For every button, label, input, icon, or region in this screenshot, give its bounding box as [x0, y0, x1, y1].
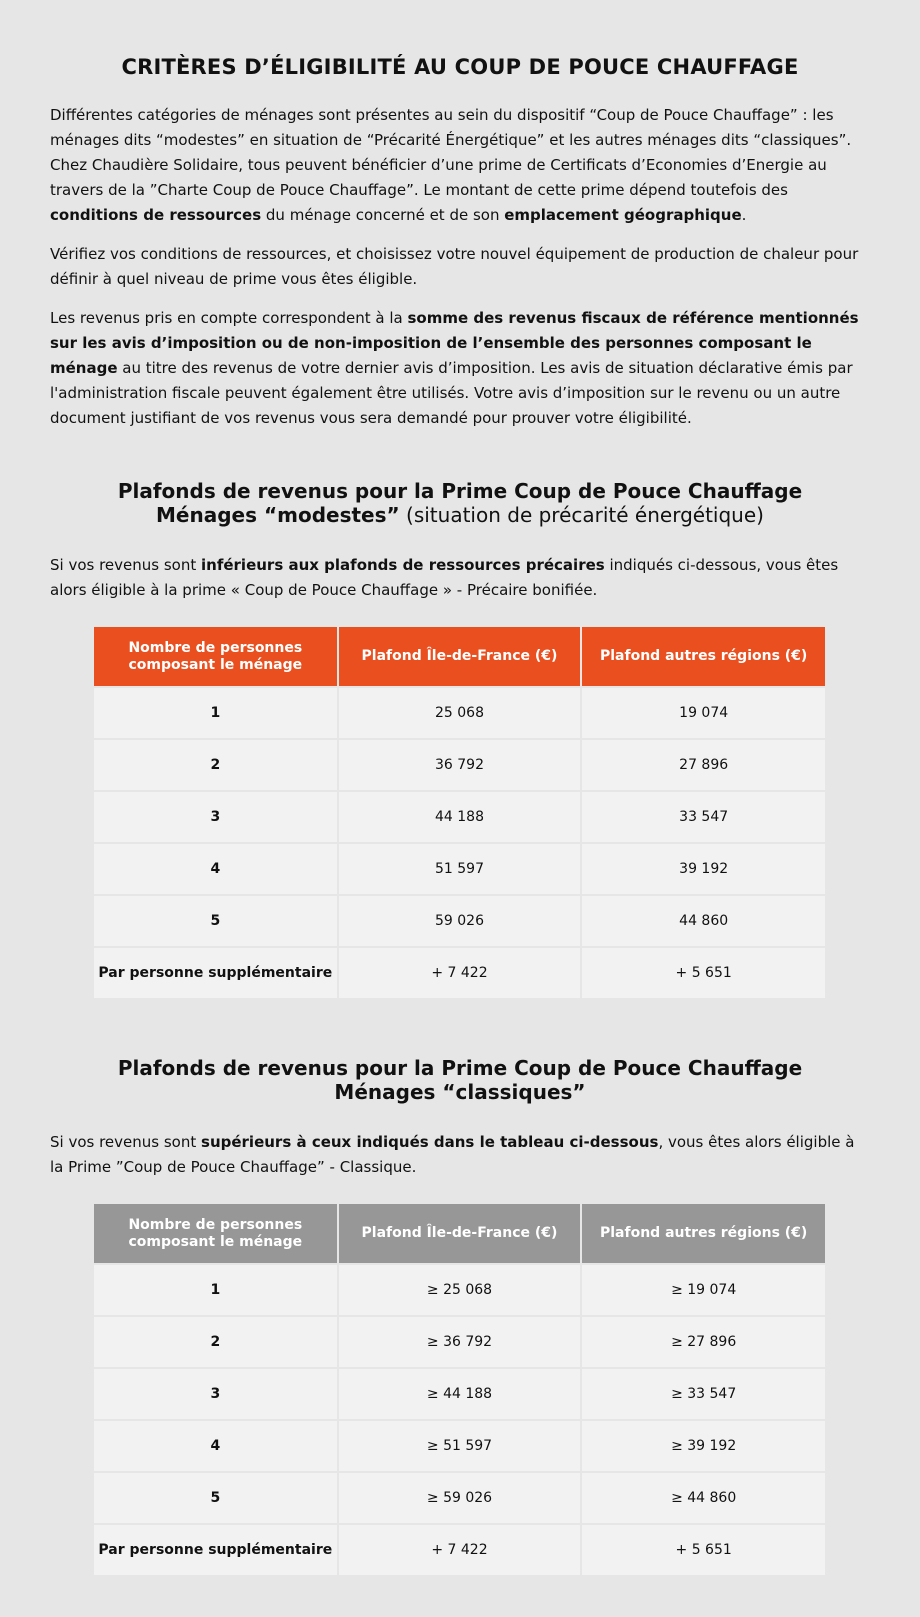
column-header-idf: Plafond Île-de-France (€) — [338, 1204, 582, 1264]
idf-value: 51 597 — [338, 843, 582, 895]
other-regions-value: + 5 651 — [581, 947, 825, 998]
table-row — [94, 1420, 825, 1472]
table-row — [94, 947, 825, 998]
intro-p3-bold: somme des revenus fiscaux de référence mentionnés sur les avis d’imposition ou de non-imposition de l’ensemble des personnes composant le ménage — [50, 309, 859, 377]
modestes-heading-line-1: Plafonds de revenus pour la Prime Coup de Pouce Chauffage — [117, 479, 803, 503]
modestes-table — [94, 627, 825, 998]
idf-value: ≥ 44 188 — [338, 1368, 582, 1420]
idf-value: ≥ 59 026 — [338, 1472, 582, 1524]
other-regions-value: ≥ 33 547 — [581, 1368, 825, 1420]
table-header-row — [94, 627, 825, 687]
row-label: 3 — [94, 791, 338, 843]
classiques-lead-text-2: , vous êtes alors éligible à la Prime ”Coup de Pouce Chauffage” - Classique. — [50, 1133, 855, 1176]
table-row — [94, 1264, 825, 1316]
other-regions-value: ≥ 27 896 — [581, 1316, 825, 1368]
classiques-lead-text: Si vos revenus sont — [50, 1133, 202, 1151]
modestes-heading-bold: Ménages “modestes” — [156, 503, 400, 527]
column-header-other-regions: Plafond autres régions (€) — [581, 627, 825, 687]
other-regions-value: 19 074 — [581, 687, 825, 739]
idf-value: + 7 422 — [338, 1524, 582, 1575]
idf-value: ≥ 51 597 — [338, 1420, 582, 1472]
other-regions-value: 27 896 — [581, 739, 825, 791]
intro-p1-text: Différentes catégories de ménages sont présentes au sein du dispositif “Coup de Pouce Chauffage” : les ménages dits “modestes” en situation de “Précarité Énergétique” et les autres ménages dits “classiques”. Chez Chaudière Solidaire, tous peuvent bénéficier d’une prime de Certificats d’Economies d’Energie au travers de la ”Charte Coup de Pouce Chauffage”. Le montant de cette prime dépend toutefois des — [50, 106, 852, 199]
row-label: Par personne supplémentaire — [94, 1524, 338, 1575]
intro-p3-text-2: au titre des revenus de votre dernier avis d’imposition. Les avis de situation déclarative émis par l'administration fiscale peuvent également être utilisés. Votre avis d’imposition sur le revenu ou un autre document justifiant de vos revenus vous sera demandé pour prouver votre éligibilité. — [50, 359, 853, 427]
idf-value: 25 068 — [338, 687, 582, 739]
idf-value: ≥ 25 068 — [338, 1264, 582, 1316]
intro-p1-text-2: du ménage concerné et de son — [261, 206, 505, 224]
row-label: 5 — [94, 1472, 338, 1524]
idf-value: 36 792 — [338, 739, 582, 791]
row-label: 2 — [94, 739, 338, 791]
classiques-table — [94, 1204, 825, 1575]
modestes-lead — [0, 553, 920, 603]
modestes-lead-text-2: indiqués ci-dessous, vous êtes alors éligible à la prime « Coup de Pouce Chauffage » - Précaire bonifiée. — [50, 556, 839, 599]
idf-value: + 7 422 — [338, 947, 582, 998]
idf-value: 44 188 — [338, 791, 582, 843]
other-regions-value: ≥ 19 074 — [581, 1264, 825, 1316]
modestes-lead-bold: inférieurs aux plafonds de ressources précaires — [201, 556, 605, 574]
other-regions-value: + 5 651 — [581, 1524, 825, 1575]
intro-paragraph-2: Vérifiez vos conditions de ressources, et choisissez votre nouvel équipement de production de chaleur pour définir à quel niveau de prime vous êtes éligible. — [50, 245, 859, 288]
row-label: Par personne supplémentaire — [94, 947, 338, 998]
row-label: 4 — [94, 1420, 338, 1472]
other-regions-value: ≥ 44 860 — [581, 1472, 825, 1524]
column-header-persons: Nombre de personnes composant le ménage — [94, 627, 338, 687]
table-row — [94, 739, 825, 791]
classiques-section — [0, 1056, 920, 1575]
table-header-row — [94, 1204, 825, 1264]
classiques-heading — [0, 1056, 920, 1104]
row-label: 1 — [94, 687, 338, 739]
column-header-other-regions: Plafond autres régions (€) — [581, 1204, 825, 1264]
modestes-heading-light: (situation de précarité énergétique) — [399, 503, 764, 527]
intro-p3-text: Les revenus pris en compte correspondent à la — [50, 309, 408, 327]
other-regions-value: 44 860 — [581, 895, 825, 947]
idf-value: ≥ 36 792 — [338, 1316, 582, 1368]
classiques-heading-line-1: Plafonds de revenus pour la Prime Coup de Pouce Chauffage — [117, 1056, 803, 1080]
table-row — [94, 1524, 825, 1575]
column-header-persons: Nombre de personnes composant le ménage — [94, 1204, 338, 1264]
modestes-section — [0, 479, 920, 998]
table-row — [94, 1368, 825, 1420]
idf-value: 59 026 — [338, 895, 582, 947]
other-regions-value: 33 547 — [581, 791, 825, 843]
other-regions-value: ≥ 39 192 — [581, 1420, 825, 1472]
column-header-idf: Plafond Île-de-France (€) — [338, 627, 582, 687]
classiques-lead-bold: supérieurs à ceux indiqués dans le tableau ci-dessous — [201, 1133, 659, 1151]
intro-paragraph-1 — [50, 103, 870, 228]
row-label: 2 — [94, 1316, 338, 1368]
intro-p1-bold-1: conditions de ressources — [50, 206, 262, 224]
row-label: 1 — [94, 1264, 338, 1316]
classiques-lead — [0, 1130, 920, 1180]
modestes-heading — [0, 479, 920, 527]
modestes-lead-text: Si vos revenus sont — [50, 556, 202, 574]
other-regions-value: 39 192 — [581, 843, 825, 895]
table-row — [94, 843, 825, 895]
intro-section — [0, 103, 920, 431]
row-label: 4 — [94, 843, 338, 895]
page-title: CRITÈRES D’ÉLIGIBILITÉ AU COUP DE POUCE CHAUFFAGE — [121, 55, 799, 79]
intro-p1-text-3: . — [741, 206, 747, 224]
table-row — [94, 1316, 825, 1368]
table-row — [94, 791, 825, 843]
intro-paragraph-3 — [50, 306, 870, 431]
table-row — [94, 687, 825, 739]
classiques-heading-line-2: Ménages “classiques” — [334, 1080, 586, 1104]
intro-p1-bold-2: emplacement géographique — [504, 206, 742, 224]
row-label: 3 — [94, 1368, 338, 1420]
row-label: 5 — [94, 895, 338, 947]
table-row — [94, 895, 825, 947]
table-row — [94, 1472, 825, 1524]
